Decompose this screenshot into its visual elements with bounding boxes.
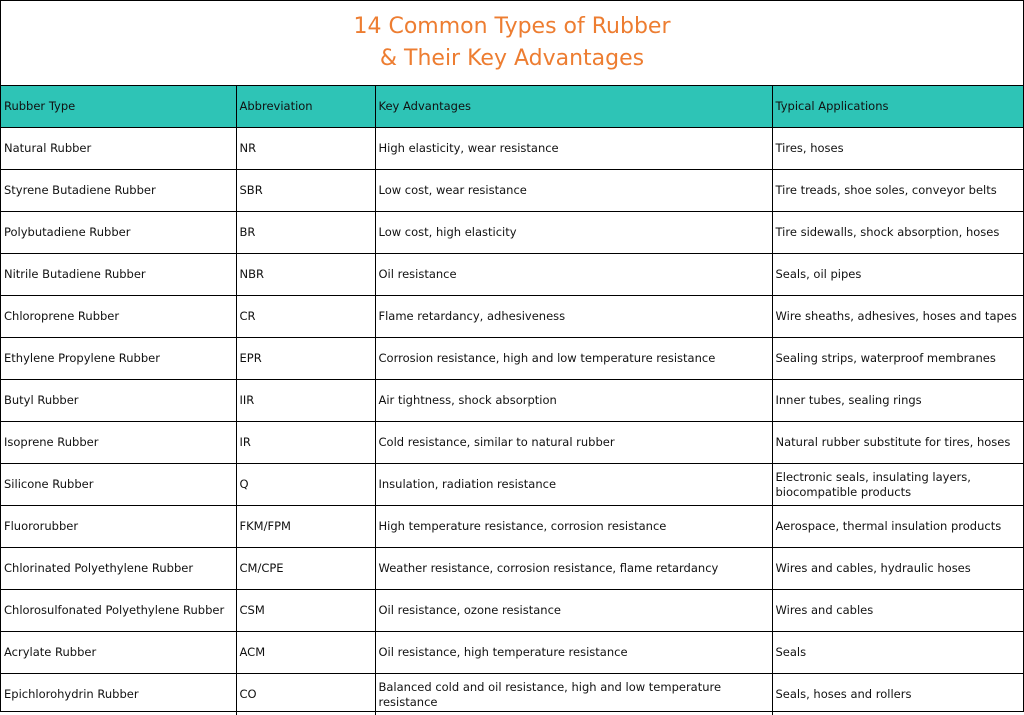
cell-rubber-type: Epichlorohydrin Rubber [1, 674, 236, 715]
cell-abbreviation: CO [236, 674, 375, 715]
cell-key-advantages: Low cost, wear resistance [375, 170, 772, 212]
header-key-advantages: Key Advantages [375, 86, 772, 128]
cell-key-advantages: Oil resistance, ozone resistance [375, 590, 772, 632]
table-row [1, 674, 1023, 715]
cell-key-advantages: Corrosion resistance, high and low temperature resistance [375, 338, 772, 380]
table-row [1, 212, 1023, 254]
cell-abbreviation: EPR [236, 338, 375, 380]
cell-key-advantages: Balanced cold and oil resistance, high and low temperature resistance [375, 674, 772, 715]
rubber-types-table [1, 85, 1023, 715]
cell-typical-applications: Tire sidewalls, shock absorption, hoses [772, 212, 1023, 254]
table-row [1, 422, 1023, 464]
table-row [1, 338, 1023, 380]
table-row [1, 296, 1023, 338]
cell-typical-applications: Aerospace, thermal insulation products [772, 506, 1023, 548]
table-row [1, 506, 1023, 548]
cell-key-advantages: Oil resistance [375, 254, 772, 296]
cell-key-advantages: Low cost, high elasticity [375, 212, 772, 254]
cell-rubber-type: Butyl Rubber [1, 380, 236, 422]
title-line-2: & Their Key Advantages [380, 43, 644, 75]
header-rubber-type: Rubber Type [1, 86, 236, 128]
cell-abbreviation: IR [236, 422, 375, 464]
cell-key-advantages: Weather resistance, corrosion resistance, flame retardancy [375, 548, 772, 590]
cell-key-advantages: Oil resistance, high temperature resistance [375, 632, 772, 674]
cell-abbreviation: BR [236, 212, 375, 254]
header-abbreviation: Abbreviation [236, 86, 375, 128]
cell-key-advantages: Cold resistance, similar to natural rubber [375, 422, 772, 464]
table-row [1, 548, 1023, 590]
cell-key-advantages: High temperature resistance, corrosion resistance [375, 506, 772, 548]
cell-typical-applications: Seals, hoses and rollers [772, 674, 1023, 715]
cell-rubber-type: Acrylate Rubber [1, 632, 236, 674]
cell-typical-applications: Tires, hoses [772, 128, 1023, 170]
cell-abbreviation: CR [236, 296, 375, 338]
cell-typical-applications: Inner tubes, sealing rings [772, 380, 1023, 422]
table-row [1, 170, 1023, 212]
cell-rubber-type: Chlorosulfonated Polyethylene Rubber [1, 590, 236, 632]
cell-rubber-type: Chloroprene Rubber [1, 296, 236, 338]
table-row [1, 254, 1023, 296]
cell-abbreviation: NBR [236, 254, 375, 296]
cell-key-advantages: High elasticity, wear resistance [375, 128, 772, 170]
cell-abbreviation: IIR [236, 380, 375, 422]
table-row [1, 632, 1023, 674]
cell-key-advantages: Flame retardancy, adhesiveness [375, 296, 772, 338]
cell-typical-applications: Sealing strips, waterproof membranes [772, 338, 1023, 380]
cell-typical-applications: Tire treads, shoe soles, conveyor belts [772, 170, 1023, 212]
cell-abbreviation: SBR [236, 170, 375, 212]
cell-rubber-type: Natural Rubber [1, 128, 236, 170]
cell-rubber-type: Nitrile Butadiene Rubber [1, 254, 236, 296]
cell-typical-applications: Seals [772, 632, 1023, 674]
table-row [1, 590, 1023, 632]
cell-key-advantages: Insulation, radiation resistance [375, 464, 772, 506]
cell-typical-applications: Wires and cables [772, 590, 1023, 632]
cell-abbreviation: NR [236, 128, 375, 170]
cell-rubber-type: Isoprene Rubber [1, 422, 236, 464]
table-row [1, 128, 1023, 170]
cell-abbreviation: ACM [236, 632, 375, 674]
cell-rubber-type: Polybutadiene Rubber [1, 212, 236, 254]
cell-rubber-type: Ethylene Propylene Rubber [1, 338, 236, 380]
cell-rubber-type: Chlorinated Polyethylene Rubber [1, 548, 236, 590]
cell-typical-applications: Natural rubber substitute for tires, hoses [772, 422, 1023, 464]
cell-typical-applications: Wires and cables, hydraulic hoses [772, 548, 1023, 590]
header-typical-applications: Typical Applications [772, 86, 1023, 128]
cell-key-advantages: Air tightness, shock absorption [375, 380, 772, 422]
table-header-row [1, 86, 1023, 128]
cell-abbreviation: Q [236, 464, 375, 506]
page-title [1, 1, 1023, 86]
cell-abbreviation: CM/CPE [236, 548, 375, 590]
table-row [1, 380, 1023, 422]
cell-rubber-type: Fluororubber [1, 506, 236, 548]
cell-rubber-type: Styrene Butadiene Rubber [1, 170, 236, 212]
cell-typical-applications: Wire sheaths, adhesives, hoses and tapes [772, 296, 1023, 338]
cell-typical-applications: Electronic seals, insulating layers, biocompatible products [772, 464, 1023, 506]
table-row [1, 464, 1023, 506]
title-line-1: 14 Common Types of Rubber [353, 11, 670, 43]
cell-abbreviation: FKM/FPM [236, 506, 375, 548]
cell-typical-applications: Seals, oil pipes [772, 254, 1023, 296]
cell-rubber-type: Silicone Rubber [1, 464, 236, 506]
cell-abbreviation: CSM [236, 590, 375, 632]
